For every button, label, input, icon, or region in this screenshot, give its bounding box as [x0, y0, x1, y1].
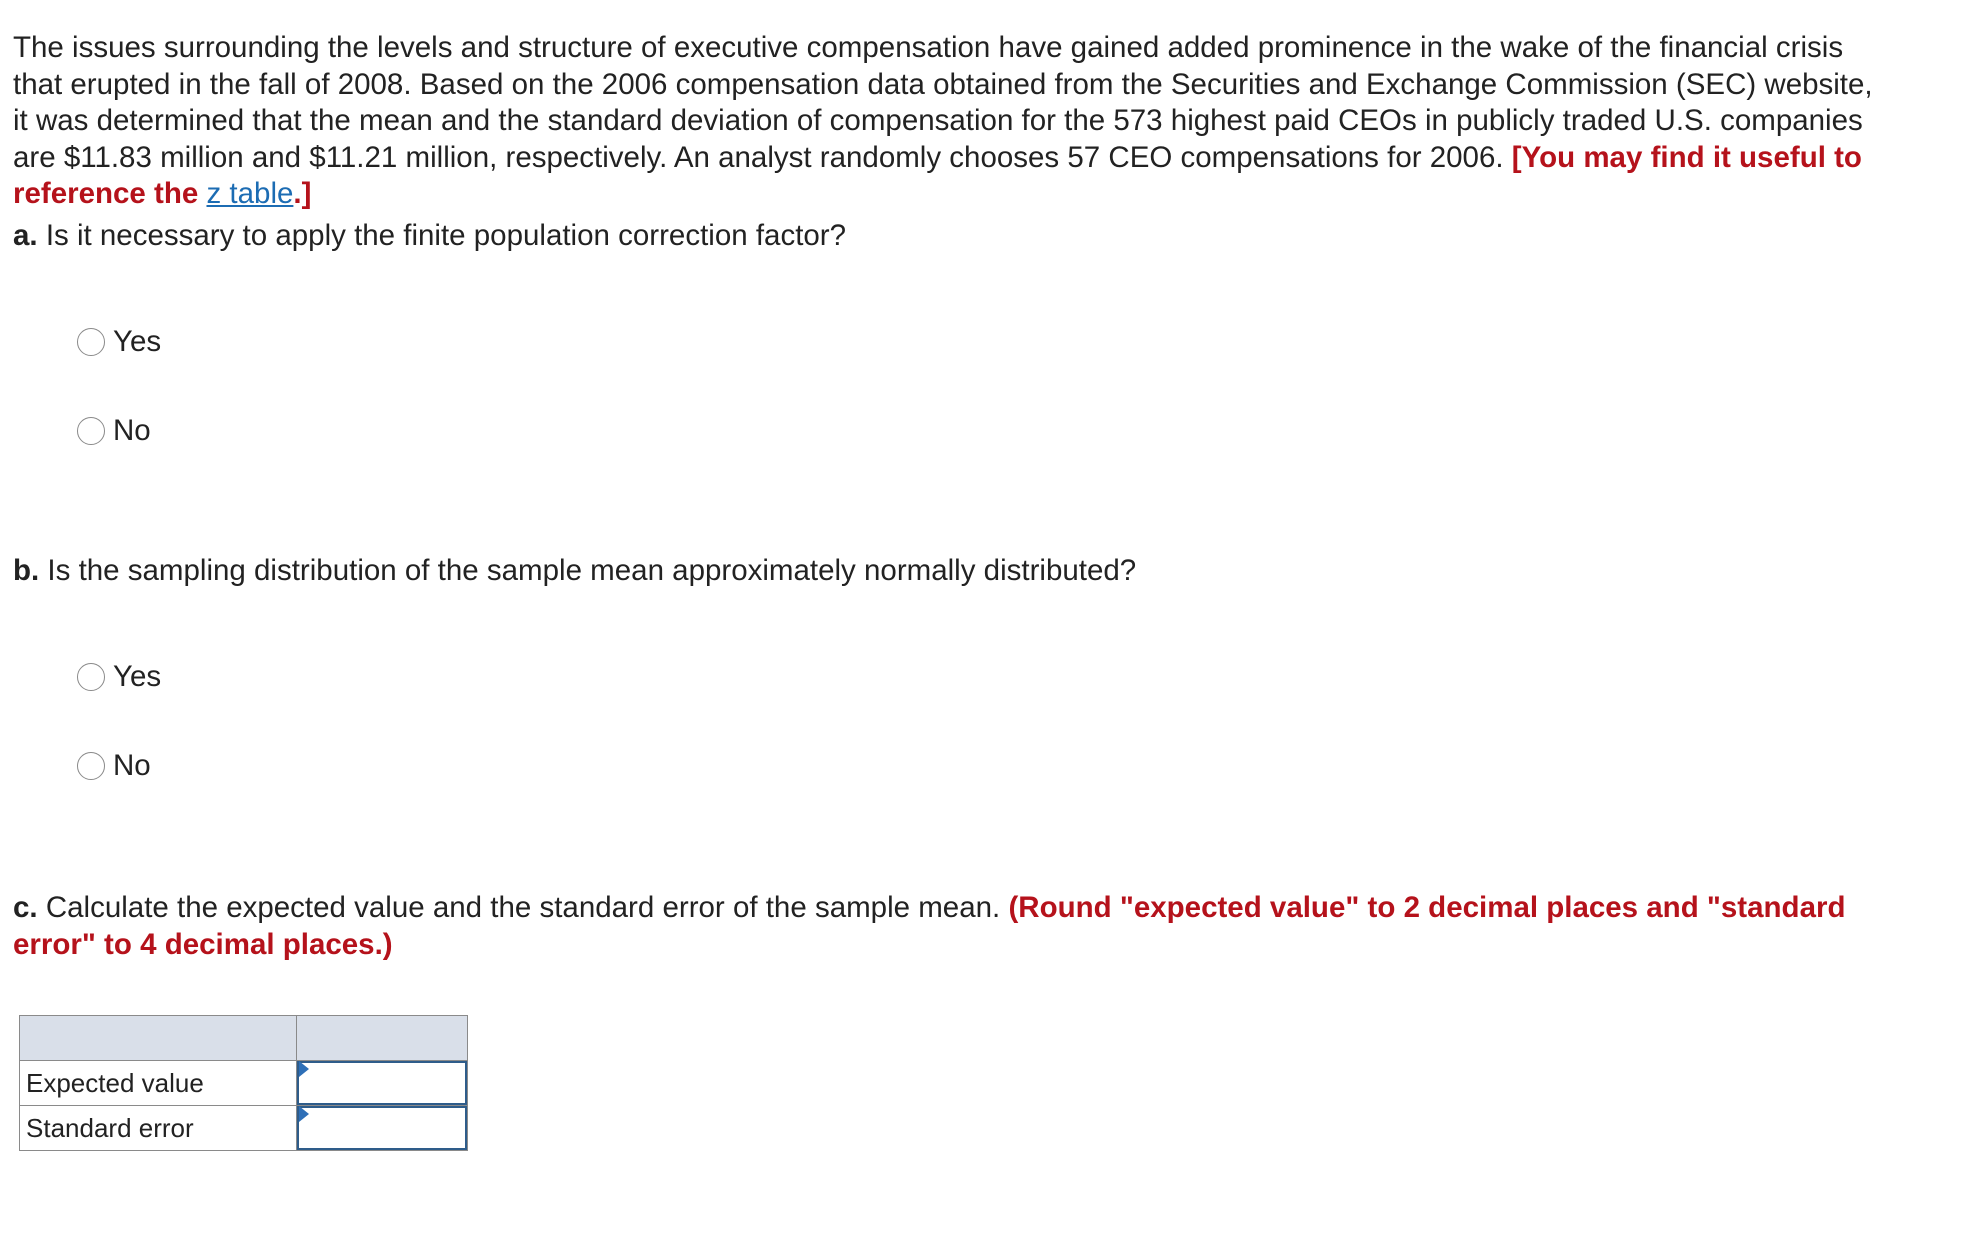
problem-statement	[13, 30, 1873, 213]
answer-table	[19, 1015, 468, 1151]
question-a-option-no[interactable]	[77, 414, 151, 448]
option-label: Yes	[113, 325, 162, 358]
option-label: No	[113, 414, 151, 447]
question-b-letter: b.	[13, 554, 40, 587]
flag-icon	[299, 1061, 309, 1077]
expected-value-input[interactable]	[299, 1063, 465, 1103]
question-b	[13, 553, 1136, 590]
problem-text: The issues surrounding the levels and structure of executive compensation have gained added prominence in the wake of the financial crisis that erupted in the fall of 2008. Based on the 2006 compensation data obtained from the Securities and Exchange Commission (SEC) website, it was determined that the mean and the standard deviation of compensation for the 573 highest paid CEOs in publicly traded U.S. companies are $11.83 million and $11.21 million, respectively. An analyst randomly chooses 57 CEO compensations for 2006.	[13, 31, 1873, 174]
option-label: Yes	[113, 660, 162, 693]
question-c-letter: c.	[13, 891, 38, 924]
question-a	[13, 218, 846, 255]
question-b-option-yes[interactable]	[77, 660, 161, 694]
table-row-standard-error	[20, 1106, 468, 1151]
option-label: No	[113, 749, 151, 782]
standard-error-input[interactable]	[299, 1108, 465, 1148]
table-header-cell	[20, 1016, 297, 1061]
answer-input-wrapper	[297, 1061, 467, 1105]
question-a-letter: a.	[13, 219, 38, 252]
table-row-expected-value	[20, 1061, 468, 1106]
flag-icon	[299, 1106, 309, 1122]
row-label: Expected value	[20, 1061, 297, 1106]
row-label: Standard error	[20, 1106, 297, 1151]
table-header-cell	[297, 1016, 468, 1061]
radio-button[interactable]	[77, 328, 105, 356]
question-a-text: Is it necessary to apply the finite population correction factor?	[45, 219, 847, 252]
question-b-option-no[interactable]	[77, 749, 151, 783]
answer-input-wrapper	[297, 1106, 467, 1150]
hint: [You may find it useful to reference the z table.]	[13, 140, 1862, 210]
rounding-instruction: (Round "expected value" to 2 decimal places and "standard error" to 4 decimal places.)	[13, 891, 1846, 961]
z-table-link[interactable]: z table	[206, 177, 294, 210]
radio-button[interactable]	[77, 752, 105, 780]
radio-button[interactable]	[77, 417, 105, 445]
question-c-text: Calculate the expected value and the standard error of the sample mean.	[45, 891, 1001, 924]
table-header-row	[20, 1016, 468, 1061]
question-page	[13, 30, 1873, 213]
answer-cell	[297, 1106, 468, 1151]
question-a-option-yes[interactable]	[77, 325, 161, 359]
question-b-text: Is the sampling distribution of the sample mean approximately normally distributed?	[47, 554, 1137, 587]
answer-cell	[297, 1061, 468, 1106]
radio-button[interactable]	[77, 663, 105, 691]
question-c	[13, 890, 1863, 963]
